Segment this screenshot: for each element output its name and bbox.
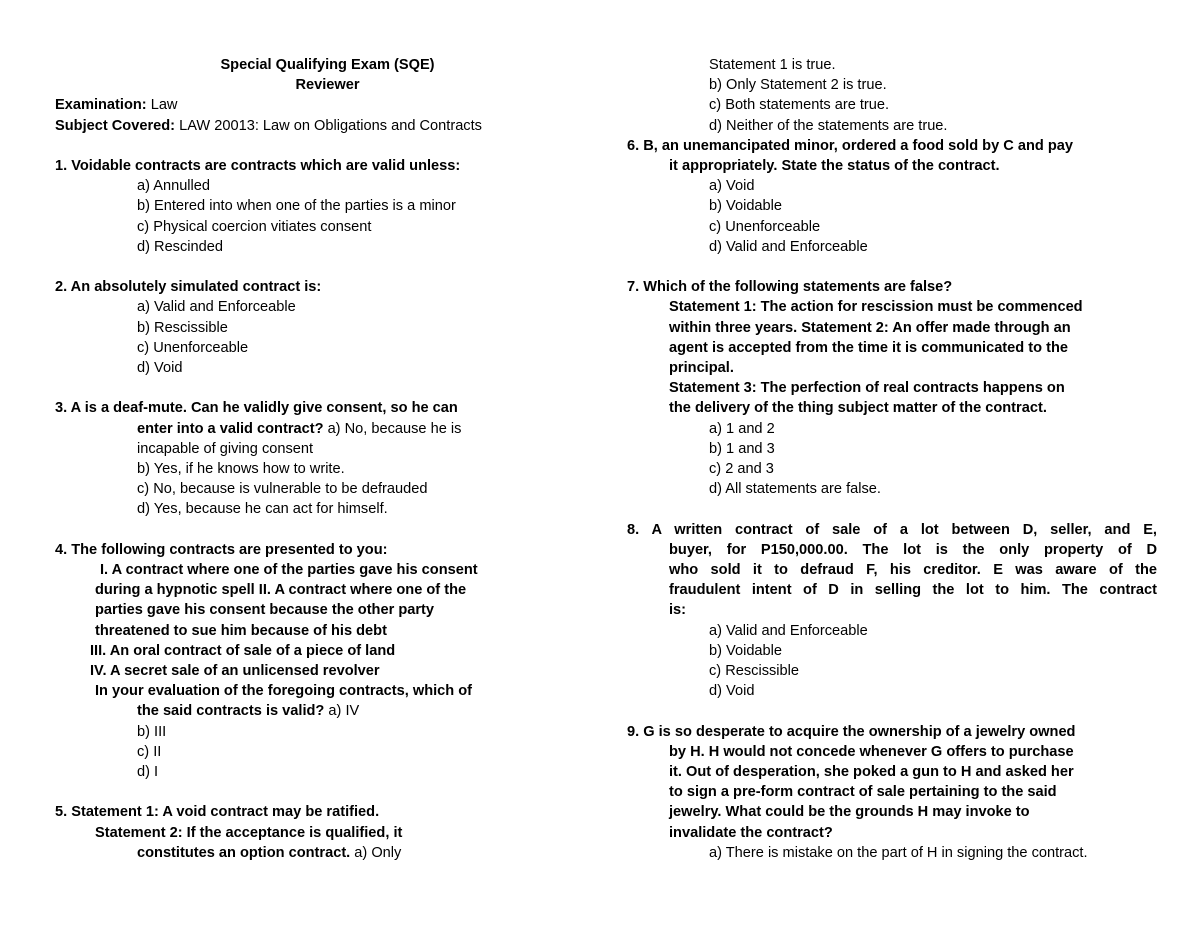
statement-2: within three years. Statement 2: An offer made through an [669,319,1071,336]
question-1 [55,156,600,257]
question-stem: 4. The following contracts are presented to you: [55,541,388,558]
option-a-cont: Statement 1 is true. [709,57,836,73]
option-b: b) Voidable [709,198,783,215]
question-stem: 9. G is so desperate to acquire the ownership of a jewelry owned [627,723,1076,740]
option-d: d) Yes, because he can act for himself. [137,501,388,518]
question-8 [627,520,1157,702]
option-a: a) IV [324,703,360,720]
question-5-options [627,55,1157,136]
contract-iii: III. An oral contract of sale of a piece of land [90,642,396,659]
option-a: a) Valid and Enforceable [709,622,868,639]
option-c: c) Unenforceable [137,339,249,356]
exam-title: Special Qualifying Exam (SQE) [220,57,435,73]
option-c: c) No, because is vulnerable to be defrauded [137,481,428,498]
question-stem: 3. A is a deaf-mute. Can he validly give consent, so he can [55,400,458,417]
contract-iv: IV. A secret sale of an unlicensed revolver [90,663,380,680]
contract-i-cont: during a hypnotic spell II. A contract where one of the [95,582,467,599]
option-c: c) Both statements are true. [709,97,890,114]
statement-1: 5. Statement 1: A void contract may be ratified. [55,804,380,821]
question-stem: 8. A written contract of sale of a lot between D, seller, and E, [627,521,1157,538]
subject-line [55,116,600,136]
question-6 [627,136,1157,257]
option-c: c) Unenforceable [709,218,821,235]
question-3 [55,398,600,519]
option-b: b) III [137,723,167,740]
statement-1: Statement 1: The action for rescission must be commenced [669,299,1083,316]
option-c: c) Physical coercion vitiates consent [137,218,372,235]
statement-2-end: principal. [669,360,734,377]
subject-label: Subject Covered: [55,117,176,134]
examination-line [55,95,600,115]
question-stem-cont: jewelry. What could be the grounds H may invoke to [669,804,1030,821]
question-stem-cont: enter into a valid contract? a) No, because he is [137,420,462,437]
option-a: a) Void [709,178,755,195]
question-stem: 7. Which of the following statements are false? [627,279,953,296]
option-b: b) Only Statement 2 is true. [709,77,887,94]
question-prompt-cont: the said contracts is valid? a) IV [137,703,360,720]
statement-2-cont: agent is accepted from the time it is communicated to the [669,339,1068,356]
option-d: d) All statements are false. [709,481,881,498]
question-stem-cont: fraudulent intent of D in selling the lot to him. The contract [669,582,1157,599]
statement-3-cont: the delivery of the thing subject matter of the contract. [669,400,1047,417]
option-c: c) II [137,743,162,760]
option-d: d) Void [137,360,183,377]
examination-label: Examination: [55,97,147,114]
option-a: a) Only [350,844,402,861]
statement-2-cont: constitutes an option contract. a) Only [137,844,402,861]
question-stem-end: invalidate the contract? [669,824,833,841]
option-a: a) Annulled [137,178,211,195]
question-7 [627,277,1157,499]
question-4 [55,540,600,782]
contract-ii: parties gave his consent because the other party [95,602,435,619]
option-b: b) Voidable [709,642,783,659]
option-d: d) Void [709,683,755,700]
option-a: a) Valid and Enforceable [137,299,296,316]
question-stem-cont: buyer, for P150,000.00. The lot is the only property of D [669,541,1157,558]
contract-i: I. A contract where one of the parties gave his consent [100,562,478,579]
option-a: a) No, because he is [323,420,462,437]
option-b: b) Rescissible [137,319,228,336]
option-b: b) 1 and 3 [709,440,775,457]
question-stem-cont: it appropriately. State the status of the contract. [669,158,1000,175]
option-c: c) 2 and 3 [709,461,774,478]
question-stem-cont: it. Out of desperation, she poked a gun to H and asked her [669,764,1074,781]
question-stem: 2. An absolutely simulated contract is: [55,279,322,296]
subject-value: LAW 20013: Law on Obligations and Contracts [179,117,482,134]
option-d: d) Neither of the statements are true. [709,117,948,134]
option-a: a) There is mistake on the part of H in signing the contract. [709,844,1088,861]
question-stem: 1. Voidable contracts are contracts which are valid unless: [55,158,461,174]
question-2 [55,277,600,378]
question-stem-end: is: [669,602,687,619]
question-stem-cont: by H. H would not concede whenever G offers to purchase [669,743,1074,760]
option-b: b) Yes, if he knows how to write. [137,461,345,478]
contract-ii-cont: threatened to sue him because of his debt [95,622,387,639]
exam-subtitle: Reviewer [295,77,360,94]
option-b: b) Entered into when one of the parties is a minor [137,198,456,215]
question-prompt: In your evaluation of the foregoing contracts, which of [95,683,473,700]
option-a-cont: incapable of giving consent [137,440,314,457]
statement-3: Statement 3: The perfection of real contracts happens on [669,380,1065,397]
option-d: d) Valid and Enforceable [709,238,868,255]
question-stem: 6. B, an unemancipated minor, ordered a food sold by C and pay [627,137,1073,154]
question-9 [627,722,1157,863]
option-d: d) I [137,764,159,781]
option-c: c) Rescissible [709,663,800,680]
examination-value: Law [150,97,178,114]
question-stem-cont: who sold it to defraud F, his creditor. E was aware of the [669,562,1157,579]
option-a: a) 1 and 2 [709,420,775,437]
right-column [627,55,1157,863]
statement-2: Statement 2: If the acceptance is qualified, it [95,824,403,841]
left-column [55,55,600,863]
question-5 [55,802,600,863]
question-stem-cont: to sign a pre-form contract of sale pertaining to the said [669,784,1057,801]
option-d: d) Rescinded [137,238,223,255]
